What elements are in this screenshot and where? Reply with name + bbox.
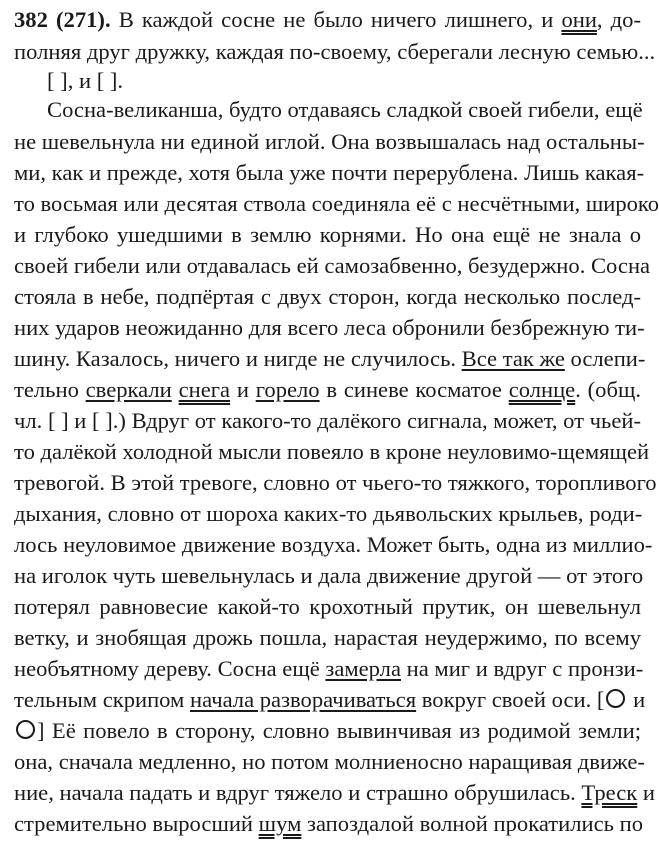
subject-word: шум	[258, 811, 302, 836]
underlined-phrase: Все так же	[461, 346, 565, 371]
text-line: на иголок чуть шевельнулась и дала движение другой — от этого	[14, 563, 644, 588]
predicate-word: сверкали	[85, 377, 172, 402]
circle-symbol-icon	[16, 720, 35, 739]
circle-symbol-icon	[606, 689, 625, 708]
predicate-word: начала разворачиваться	[190, 687, 417, 712]
text-line: своей гибели или отдавалась ей самозабвенно, безудержно. Сосна	[14, 253, 651, 278]
text-line: и глубоко ушедшими в землю корнями. Но она ещё не знала о	[14, 222, 641, 247]
text-line: то далёкой холодной мысли повеяло в кроне неуловимо-щемящей	[14, 439, 650, 464]
predicate-word: горело	[255, 377, 320, 402]
text-line: ми, как и прежде, хотя была уже почти перерублена. Лишь какая-	[14, 160, 645, 185]
text-line: ние, начала падать и вдруг тяжело и страшно обрушилась. Треск и	[14, 780, 656, 805]
exercise-line-1: 382 (271). В каждой сосне не было ничего лишнего, и они, до-	[14, 7, 641, 32]
text-line: них ударов неожиданно для всего леса обронили безбрежную ти-	[14, 315, 645, 340]
subject-word: снега	[178, 377, 231, 402]
text-line: тельным скрипом начала разворачиваться вокруг своей оси. [ и	[14, 687, 646, 712]
text-line: дыхания, словно от шороха каких-то дьявольских крыльев, роди-	[14, 501, 643, 526]
text-line: то восьмая или десятая ствола соединяла её с несчётными, широко	[14, 191, 659, 216]
text-line: не шевельнула ни единой иглой. Она возвышалась над остальны-	[14, 129, 645, 154]
text-line: потерял равновесие какой-то крохотный прутик, он шевельнул	[14, 594, 641, 619]
text-line: она, сначала медленно, но потом молниеносно наращивая движе-	[14, 749, 645, 774]
predicate-word: замерла	[325, 656, 401, 681]
exercise-number: 382 (271).	[14, 7, 111, 32]
sentence-scheme: [ ], и [ ].	[47, 68, 124, 93]
text-line: стояла в небе, подпёртая с двух сторон, когда несколько послед-	[14, 284, 641, 309]
text-line: ] Её повело в сторону, словно вывинчивая из родимой земли;	[14, 715, 641, 747]
text-line: стремительно выросший шум запоздалой волной прокатились по	[14, 811, 643, 836]
subject-word: солнце	[508, 377, 576, 402]
text-line: ветку, и знобящая дрожь пошла, нарастая неудержимо, по всему	[14, 625, 641, 650]
text-line: лось неуловимое движение воздуха. Может быть, одна из миллио-	[14, 532, 653, 557]
text-line: шину. Казалось, ничего и нигде не случилось. Все так же ослепи-	[14, 346, 646, 371]
text-line: тревогой. В этой тревоге, словно от чьего-то тяжкого, торопливого	[14, 470, 657, 495]
subject-word: они	[561, 7, 597, 32]
text-line: чл. [ ] и [ ].) Вдруг от какого-то далёкого сигнала, может, от чьей-	[14, 408, 641, 433]
subject-word: Треск	[581, 780, 638, 805]
text-line: необъятному дереву. Сосна ещё замерла на миг и вдруг с пронзи-	[14, 656, 644, 681]
text-line: тельно сверкали снега и горело в синеве косматое солнце. (общ.	[14, 377, 641, 402]
exercise-line-2: полняя друг дружку, каждая по-своему, сберегали лесную семью...	[14, 39, 656, 64]
text-line: Сосна-великанша, будто отдаваясь сладкой своей гибели, ещё	[47, 97, 643, 122]
